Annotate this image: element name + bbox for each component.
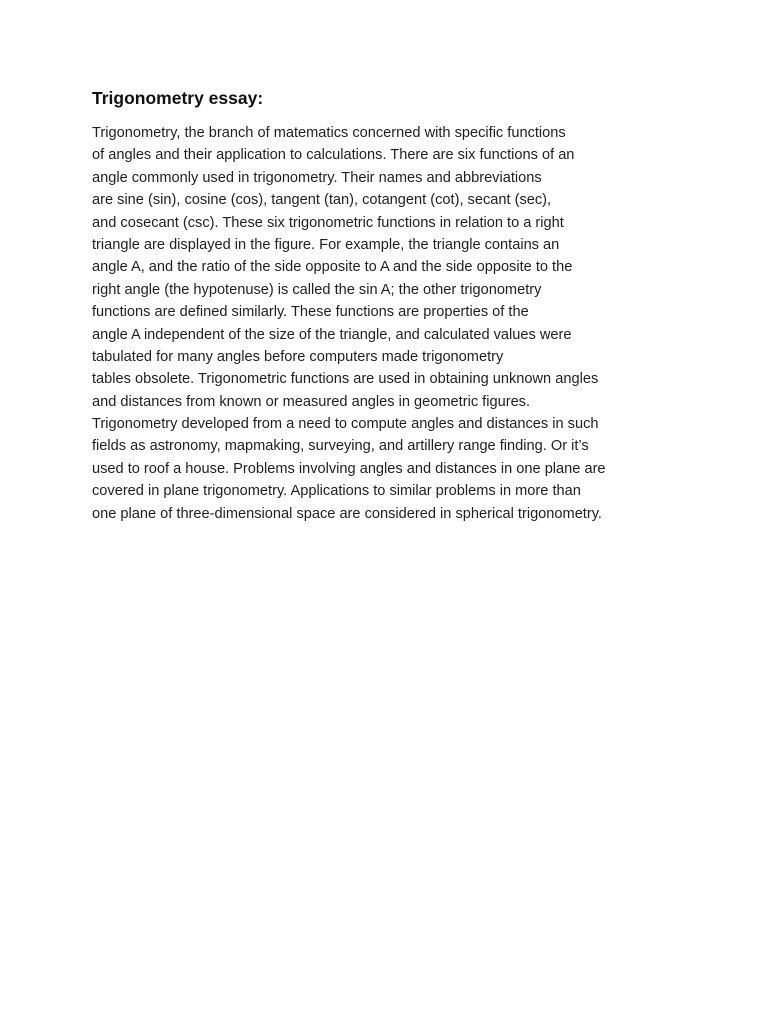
document-title: Trigonometry essay: (92, 88, 264, 108)
essay-paragraph (92, 122, 692, 525)
paragraph-line: used to roof a house. Problems involving angles and distances in one plane are (92, 460, 606, 477)
paragraph-line: covered in plane trigonometry. Applications to similar problems in more than (92, 483, 581, 500)
paragraph-line: Trigonometry, the branch of matematics concerned with specific functions (92, 125, 566, 141)
paragraph-line: angle commonly used in trigonometry. Their names and abbreviations (92, 169, 542, 186)
paragraph-line: functions are defined similarly. These functions are properties of the (92, 304, 529, 321)
paragraph-line: and distances from known or measured angles in geometric figures. (92, 393, 531, 410)
paragraph-line: are sine (sin), cosine (cos), tangent (tan), cotangent (cot), secant (sec), (92, 192, 552, 209)
paragraph-line: triangle are displayed in the figure. For example, the triangle contains an (92, 236, 560, 253)
paragraph-line: of angles and their application to calculations. There are six functions of an (92, 147, 575, 164)
paragraph-line: and cosecant (csc). These six trigonometric functions in relation to a right (92, 214, 564, 231)
paragraph-line: fields as astronomy, mapmaking, surveying, and artillery range finding. Or it’s (92, 438, 589, 455)
paragraph-line: tables obsolete. Trigonometric functions are used in obtaining unknown angles (92, 371, 599, 388)
paragraph-line: tabulated for many angles before computers made trigonometry (92, 348, 504, 365)
paragraph-line: angle A independent of the size of the triangle, and calculated values were (92, 326, 572, 343)
paragraph-line: Trigonometry developed from a need to compute angles and distances in such (92, 416, 599, 433)
paragraph-line: one plane of three-dimensional space are considered in spherical trigonometry. (92, 505, 602, 522)
paragraph-line: angle A, and the ratio of the side opposite to A and the side opposite to the (92, 259, 573, 276)
paragraph-line: right angle (the hypotenuse) is called the sin A; the other trigonometry (92, 281, 542, 298)
